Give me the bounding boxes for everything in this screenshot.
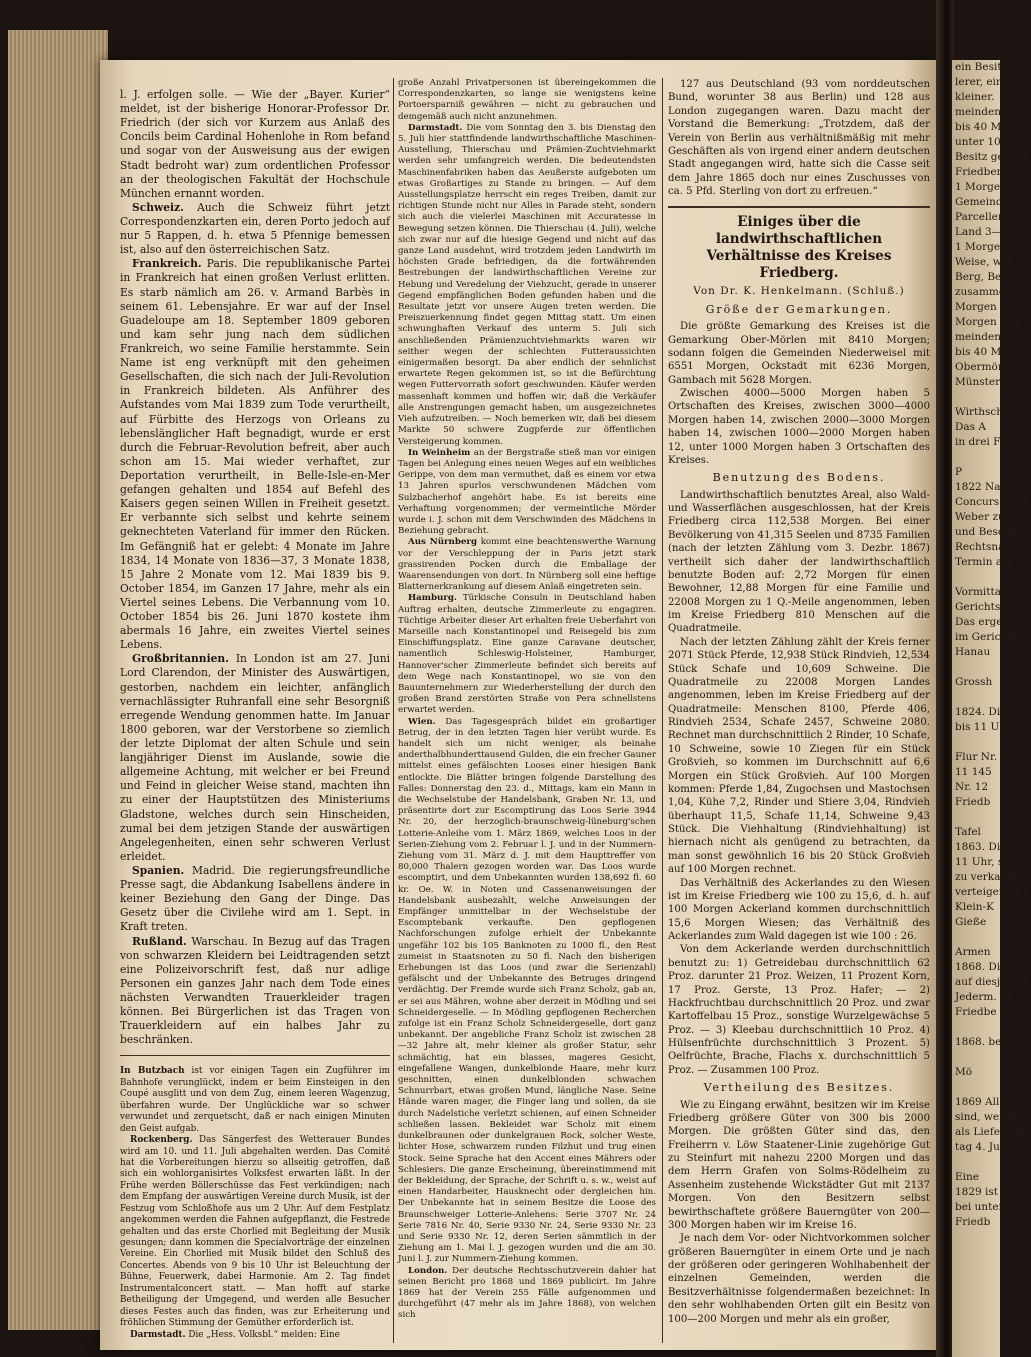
paragraph <box>120 1135 390 1329</box>
right-page-line: als Lieferung <box>955 1126 1026 1138</box>
right-page-line: in drei Flur <box>955 436 1016 448</box>
column-rule-2 <box>662 78 663 1343</box>
paragraph-text: Auch die Schweiz führt jetzt Correspondenzkarten ein, deren Porto jedoch auf nur 5 Rappen, d. h. etwa 5 Pfennige bemessen ist, also auf den österreichischen Satz. <box>120 200 390 257</box>
paragraph-text: Von dem Ackerlande werden durchschnittlich benutzt zu: 1) Getreidebau durchschnittlich 62 Proz. darunter 21 Proz. Weizen, 11 Prozent Korn, 17 Proz. Gerste, 13 Proz. Hafer; — 2) Hackfruchtbau durchschnittlich 20 Proz. und zwar Kartoffelbau 15 Proz., sonstige Wurzelgewächse 5 Proz. — 3) Kleebau durchschnittlich 10 Proz. 4) Hülsenfrüchte durchschnittlich 3 Prozent. 5) Oelfrüchte, Brache, Flachs x. durchschnittlich 5 Proz. — Zusammen 100 Proz. <box>668 944 930 1076</box>
paragraph-text: Das Tagesgespräch bildet ein großartiger Betrug, der in den letzten Tagen hier verübt wurde. Es handelt sich um nicht weniger, als beinahe anderthalbhunderttausend Gulden, die ein frecher Gauner mittelst eines gefälschten Looses einer hiesigen Bank entlockte. Die Blätter bringen folgende Darstellung des Falles: Donnerstag den 23. d., Mittags, kam ein Mann in die Wechselstube der Handelsbank, Graben Nr. 13, und präsentirte dort zur Escomptirung das Loos Serie 3944 Nr. 20, der herzoglich-braunschweig-lüneburg'schen Lotterie-Anleihe vom 1. März 1869, welches Loos in der Serien-Ziehung vom 2. Februar l. J. und in der Nummern-Ziehung vom 31. März d. J. mit dem Haupttreffer von 80,000 Thalern gezogen worden war. Das Loos wurde escomptirt, und dem Unbekannten wurden 138,692 fl. 60 kr. Oe. W. in Noten und Cassenanweisungen der Handelsbank ausbezahlt, welche Anweisungen der Empfänger unmittelbar in der Wechselstube der Escomptebank verkaufte. Den gepflogenen Nachforschungen zufolge erhielt der Unbekannte ungefähr 102 bis 105 Banknoten zu 1000 fl., den Rest zumeist in Staatsnoten zu 50 fl. Nach den bisherigen Erhebungen ist das Loos (und zwar die Serienzahl) gefälscht und der Unbekannte des Betruges dringend verdächtig. Der Fremde wurde sich Franz Scholz, gab an, er sei aus Mähren, wohne aber derzeit in Mödling und sei Schneidergeselle. — In Mödling gepflogenen Recherchen zufolge ist ein Franz Scholz Schneidergeselle, dort ganz unbekannt. Der angebliche Franz Scholz ist zwischen 28—32 Jahre alt, mehr kleiner als großer Statur, sehr schmächtig, hat ein blasses, mageres Gesicht, eingefallene Wangen, dunkelblonde Haare, mehr kurz geschnitten, einen dunkelblonden schwachen Schnurrbart, etwas großen Mund, längliche Nase. Seine Hände waren mager, die Finger lang und sollen, da sie durch Nadelstiche verletzt schienen, auf einen Schneider schließen lassen. Bekleidet war Scholz mit einem dunkelbraunen oder dunkelgrauen Rock, solcher Weste, lichter Hose, schwarzem runden Filzhut und trug einen Stock. Seine Sprache hat den Accent eines Mährers oder Schlesiers. Die ganze Erscheinung, übereinstimmend mit der Bekleidung, der Sprache, der Schrift u. s. w., weist auf einen Handarbeiter, Hausknecht oder dergleichen hin. Der Unbekannte hat in seinem Besitze die Loose des Braunschweiger Lotterie-Anlehens: Serie 3707 Nr. 24 Serie 7816 Nr. 40, Serie 9330 Nr. 24, Serie 9330 Nr. 23 und Serie 9330 Nr. 12, deren Serien sämmtlich in der Ziehung am 1. Mai l. J. gezogen wurden und die am 30. Juni l. J. zur Nummern-Ziehung kommen. <box>398 716 656 1265</box>
right-page-line: 1 Morgen <box>955 241 1007 253</box>
right-page-line <box>952 690 1000 705</box>
right-page-line: zusammen.) <box>955 286 1020 298</box>
right-page-line: verteigert, we <box>955 886 1031 898</box>
paragraph-text: an der Bergstraße stieß man vor einigen Tagen bei Anlegung eines neuen Weges auf ein weibliches Gerippe, von dem man vermuthet, daß es einem vor etwa 13 Jahren spurlos verschwundenen Mädchen vom Sulzbacherhof angehört habe. Es ist bereits eine Verhaftung vorgenommen; der vermeintliche Mörder wurde i. J. schon mit dem Verschwinden des Mädchens in Beziehung gebracht. <box>398 447 656 537</box>
right-page-line: Termin auf <box>955 556 1013 568</box>
paragraph-text: Die „Hess. Volksbl.“ melden: Eine <box>188 1329 340 1340</box>
right-page-line: bei unter <box>955 1201 1004 1213</box>
right-page-line: sind, werden <box>955 1111 1024 1123</box>
right-page-line: Besitz gerech <box>955 151 1028 163</box>
right-page-line: 11 Uhr, sollen <box>955 856 1030 868</box>
paragraph <box>398 78 656 123</box>
article-separator <box>668 206 930 208</box>
right-page-line: Friedb <box>955 1216 991 1228</box>
right-page-line: Concurs über <box>955 496 1028 508</box>
paragraph <box>120 88 390 201</box>
right-page-line <box>952 1080 1000 1095</box>
paragraph-text: Je nach dem Vor- oder Nichtvorkommen solcher größeren Bauerngüter in einem Orte und je nach der größeren oder geringeren Wohlhabenheit der einzelnen Gemeinden, werden die Besitzverhältnisse folgendermaßen bezeichnet: In den sehr wohlhabenden Orten gilt ein Besitz von 100—200 Morgen und mehr als ein großer, <box>668 1233 930 1325</box>
right-page-line: Armen <box>955 946 991 958</box>
column-3-intro <box>668 78 930 198</box>
paragraph <box>668 387 930 467</box>
right-page-line: unter 10 M <box>955 136 1015 148</box>
right-page-fragment <box>952 60 1031 1357</box>
right-page-line: P <box>955 466 963 478</box>
right-page-line: Gerichts = Z <box>955 601 1023 613</box>
right-page-line <box>952 735 1000 750</box>
right-page-line: Tafel <box>955 826 981 838</box>
right-page-line: Grossh <box>955 676 993 688</box>
right-page-line: Mö <box>955 1066 973 1078</box>
right-page-line: zu verkaufen <box>955 871 1025 883</box>
paragraph <box>120 864 390 935</box>
paragraph-text: ist vor einigen Tagen ein Zugführer im Bahnhofe verunglückt, indem er beim Einsteigen in den Coupé ausglitt und von dem Zug, einem leeren Wagenzug, überfahren wurde. Der Unglückliche war so schwer verwundet und zerquetscht, daß er nach einigen Minuten den Geist aufgab. <box>120 1066 390 1134</box>
paragraph-lead: Rockenberg. <box>130 1135 193 1146</box>
paragraph-lead: Hamburg. <box>408 593 457 604</box>
paragraph <box>398 537 656 593</box>
paragraph <box>668 1232 930 1326</box>
right-page-line: bis 40 Morg <box>955 346 1020 358</box>
right-page-line: 1868. bei <box>955 1036 1005 1048</box>
right-page-line: Vormittags 9 <box>955 586 1024 598</box>
paragraph-text: Landwirthschaftlich benutztes Areal, also Wald- und Wasserflächen ausgeschlossen, hat der Kreis Friedberg circa 112,538 Morgen. Bei einer Bevölkerung von 41,315 Seelen und 8735 Familien (nach der letzten Zählung vom 3. Dezbr. 1867) vertheilt sich daher der landwirthschaftlich benutzte Boden auf: 2,72 Morgen für einen Bewohner, 12,88 Morgen für eine Familie und 22008 Morgen zu 1 Q.-Meile angenommen, leben im Kreise Friedberg 810 Menschen auf die Quadratmeile. <box>668 489 930 635</box>
right-page-line: Gieße <box>955 916 987 928</box>
right-page-line <box>952 390 1000 405</box>
paragraph-text: Das Verhältniß des Ackerlandes zu den Wiesen ist im Kreise Friedberg wie 100 zu 15,6, d. h. auf 100 Morgen Ackerland kommen durchschnittlich 15,6 Morgen Wiesen; das Verhältniß des Ackerlandes zum Wald dagegen ist wie 100 : 26. <box>668 877 930 942</box>
column-2 <box>398 78 656 1322</box>
paragraph-lead: Großbritannien. <box>132 652 229 666</box>
right-page-line: 1868. Die <box>955 961 1007 973</box>
right-page-line <box>952 1050 1000 1065</box>
right-page-line: Das ergeben <box>955 616 1023 628</box>
paragraph-lead: Aus Nürnberg <box>408 537 478 548</box>
paragraph-lead: Rußland. <box>132 934 187 948</box>
column-rule-1 <box>393 78 394 1343</box>
paragraph <box>120 1330 390 1341</box>
article-title: Einiges über die landwirthschaftlichen Verhältnisse des Kreises Friedberg. <box>706 214 892 282</box>
paragraph-lead: Schweiz. <box>132 200 184 214</box>
right-page-line <box>952 930 1000 945</box>
column-1 <box>120 88 390 1341</box>
right-page-line: bis 11 Uhr <box>955 721 1012 733</box>
right-page-line: Klein-K <box>955 901 994 913</box>
right-page-line: bis 40 Morg <box>955 121 1020 133</box>
paragraph <box>668 877 930 944</box>
column-1-main <box>120 88 390 1047</box>
right-page-line: 1869 Alle <box>955 1096 1006 1108</box>
section-3-body <box>668 1099 930 1326</box>
right-page-line: Land 3—3 <box>955 226 1009 238</box>
paragraph <box>398 123 656 448</box>
right-page-line: Parcellen; <box>955 211 1009 223</box>
paragraph-text: Die größte Gemarkung des Kreises ist die Gemarkung Ober-Mörlen mit 8410 Morgen; sodann folgen die Gemeinden Niederweisel mit 6551 Morgen, Ockstadt mit 6236 Morgen, Gambach mit 5628 Morgen. <box>668 321 930 386</box>
right-page-line: im Gerichtsl <box>955 631 1021 643</box>
article-author: Von Dr. K. Henkelmann. (Schluß.) <box>693 285 905 298</box>
right-page-line: Morgen <box>955 301 997 313</box>
paragraph <box>668 78 930 198</box>
right-page-line <box>952 450 1000 465</box>
paragraph-lead: Wien. <box>408 716 436 727</box>
paragraph-lead: Darmstadt. <box>130 1329 186 1340</box>
right-page-line: ein Besitz <box>955 61 1008 73</box>
paragraph-text: kommt eine beachtenswerthe Warnung vor der Verschleppung der in Paris jetzt stark grassirenden Pocken durch die Emballage der Waarensendungen von dort. In Nürnberg soll eine heftige Blatternerkrankung auf diesem Anlaß eingetreten sein. <box>398 537 656 593</box>
right-page-line: 11 145 <box>955 766 992 778</box>
paragraph-text: Wie zu Eingang erwähnt, besitzen wir im Kreise Friedberg größere Güter von 300 bis 2000 Morgen. Die größten Güter sind das, den Freiherrn v. Löw Staatener-Linie zugehörige Gut zu Steinfurt mit nahezu 2200 Morgen und das dem Herrn Grafen von Solms-Rödelheim zu Assenheim zustehende Wickstädter Gut mit 2137 Morgen. Von den Besitzern selbst bewirthschaftete größere Bauerngüter von 200—300 Morgen haben wir im Kreise 16. <box>668 1099 930 1231</box>
right-page-line <box>952 660 1000 675</box>
right-page-line: tag 4. Ju <box>955 1141 1000 1153</box>
right-page-line: Friedberg <box>955 166 1009 178</box>
book-page-edges <box>8 30 108 1330</box>
right-page-line <box>952 1020 1000 1035</box>
section-title-2: Benutzung des Bodens. <box>712 471 886 485</box>
paragraph <box>668 636 930 877</box>
right-page-line: Friedbe <box>955 1006 997 1018</box>
right-page-line: Morgen Ack <box>955 316 1020 328</box>
right-page-line: Obermörlen <box>955 361 1020 373</box>
right-page-line: 1829 ist <box>955 1186 999 1198</box>
right-page-line: Das A <box>955 421 986 433</box>
paragraph-lead: Spanien. <box>132 864 185 878</box>
right-page-line: und Beschädi <box>955 526 1027 538</box>
paragraph <box>668 489 930 636</box>
paragraph-lead: Darmstadt. <box>408 122 463 133</box>
paragraph-text: Das Sängerfest des Wetterauer Bundes wird am 10. und 11. Juli abgehalten werden. Das Comité hat die Vorbereitungen hierzu so allseitig getroffen, daß sich ein wohlorganisirtes Volksfest erwarten läßt. In der Frühe werden Böllerschüsse das Fest verkündigen; nach dem Empfang der auswärtigen Vereine durch Musik, ist der Festzug vom Schloßhofe aus um 2 Uhr. Auf dem Festplatz angekommen werden die Fahnen aufgepflanzt, die Festrede gehalten und das erste Chorlied mit Begleitung der Musik gesungen; dann kommen die Specialvorträge der einzelnen Vereine. Ein Chorlied mit Musik bildet den Schluß des Concertes. Abends von 9 bis 10 Uhr ist Beleuchtung der Bühne, Feuerwerk, dabei Harmonie. Am 2. Tag findet Instrumentalconcert statt. — Man hofft auf starke Betheiligung der Umgegend, und werden alle Besucher dieses Festes auch das finden, was zur Erheiterung und fröhlichen Stimmung der Gemüther erforderlich ist. <box>120 1135 390 1329</box>
paragraph-text: große Anzahl Privatpersonen ist übereingekommen die Correspondenzkarten, so lange sie wenigstens keine Portoersparniß gewähren — nicht zu gebrauchen und demgemäß auch nicht anzunehmen. <box>398 78 656 122</box>
right-page-line <box>952 810 1000 825</box>
right-page-line: Friedb <box>955 796 991 808</box>
paragraph <box>668 1099 930 1233</box>
right-page-line: Nr. 12 <box>955 781 989 793</box>
right-page-line: Gemeinden <box>955 196 1016 208</box>
column-3 <box>668 78 930 1326</box>
right-page-line: Weber zu <box>955 511 1005 523</box>
paragraph <box>120 201 390 257</box>
column-1-local-news <box>120 1066 390 1341</box>
paragraph-text: Der deutsche Rechtsschutzverein dahier hat seinen Bericht pro 1868 und 1869 publicirt. Im Jahre 1869 hat der Verein 255 Fälle aufgenommen und durchgeführt (47 mehr als im Jahre 1868), von welchen sich <box>398 1265 656 1321</box>
paragraph <box>120 257 390 652</box>
paragraph <box>668 320 930 387</box>
right-page-line: Rechtsnachfol <box>955 541 1031 553</box>
paragraph <box>120 1066 390 1135</box>
column-2-main <box>398 78 656 1322</box>
paragraph-text: In London ist am 27. Juni Lord Clarendon, der Minister des Auswärtigen, gestorben, nachdem ein leichter, anfänglich vernachlässigter Ruhranfall eine sehr Besorgniß erregende Wendung genommen hatte. Im Januar 1800 geboren, war der Verstorbene so ziemlich der letzte Diplomat der alten Schule und sein langjähriger Dienst im Auslande, sowie die allgemeine Achtung, mit welcher er bei Freund und Feind in gleicher Weise stand, machten ihn zu einer der Hauptstützen des Ministeriums Gladstone, welches durch sein Hinscheiden, zumal bei dem jetzigen Stande der auswärtigen Angelegenheiten, einen sehr schweren Verlust erleidet. <box>120 652 390 863</box>
paragraph-lead: Frankreich. <box>132 257 202 271</box>
paragraph-text: Paris. Die republikanische Partei in Frankreich hat einen großen Verlust erlitten. Es starb nämlich am 26. v. Armand Barbès in seinem 61. Lebensjahre. Er war auf der Insel Guadeloupe am 18. September 1809 geboren und kam sehr jung nach dem südlichen Frankreich, wo seine Familie herstammte. Sein Name ist eng verknüpft mit den geheimen Gesellschaften, die sich nach der Juli-Revolution in Frankreich bildeten. Als Anführer des Aufstandes vom Mai 1839 zum Tode verurtheilt, auf Fürbitte des Herzogs von Orleans zu lebenslänglicher Haft begnadigt, wurde er erst durch die Februar-Revolution befreit, aber auch schon am 15. Mai wieder verhaftet, zur Deportation verurtheilt, in Belle-Isle-en-Mer gefangen gehalten und 1854 auf Befehl des Kaisers gegen seinen Willen in Freiheit gesetzt. Er verbannte sich selbst und kehrte seinem geknechteten Vaterland für immer den Rücken. Im Gefängniß hat er gelebt: 4 Monate im Jahre 1834, 14 Monate von 1836—37, 3 Monate 1838, 15 Jahre 2 Monate vom 12. Mai 1839 bis 9. October 1854, im Ganzen 17 Jahre, mehr als ein Viertel seines Lebens. Die Verbannung vom 10. October 1854 bis 26. Juni 1870 kostete ihm abermals 16 Jahre, ein zweites Viertel seines Lebens. <box>120 257 390 652</box>
right-page-line: 1824. Dienst <box>955 706 1023 718</box>
paragraph-text: Zwischen 4000—5000 Morgen haben 5 Ortschaften des Kreises, zwischen 3000—4000 Morgen haben 14, zwischen 2000—3000 Morgen haben 14, zwischen 1000—2000 Morgen haben 12, unter 1000 Morgen haben 3 Ortschaften des Kreises. <box>668 388 930 466</box>
paragraph <box>120 652 390 864</box>
right-page-line: Flur Nr. 27 <box>955 751 1014 763</box>
paragraph-text: Türkische Consuln in Deutschland haben Auftrag erhalten, deutsche Zimmerleute zu engagiren. Tüchtige Arbeiter dieser Art erhalten freie Ueberfahrt von Marseille nach Konstantinopel und Reisegeld bis zum Einschiffungsplatz. Eine ganze Caravane deutscher, namentlich Schleswig-Holsteiner, Hamburger, Hannover'scher Zimmerleute befindet sich bereits auf dem Wege nach Konstantinopel, wo sie von den Bauunternehmern zur Wiederherstellung der durch den großen Brand zerstörten Straße von Pera schnellstens erwartet werden. <box>398 593 656 716</box>
paragraph-lead: In Butzbach <box>120 1066 185 1077</box>
section-title-3: Vertheilung des Besitzes. <box>703 1081 895 1095</box>
right-page-line: lerer, ein <box>955 76 1003 88</box>
right-page-line: meinden re <box>955 106 1016 118</box>
right-page-line: 1 Morgen <box>955 181 1007 193</box>
paragraph <box>398 593 656 716</box>
paragraph-text: Die vom Sonntag den 3. bis Dienstag den 5. Juli hier stattfindende landwirthschaftliche Maschinen-Ausstellung, Thierschau und Prämien-Zuchtviehmarkt werden sehr umfangreich werden. Die bedeutendsten Maschinenfabriken haben das Aeußerste aufgeboten um etwas Großartiges zu Stande zu bringen. — Auf dem Ausstellungsplatze herrscht ein reges Treiben, damit zur richtigen Stunde nicht nur Alles in Parade steht, sondern sich auch die vielerlei Maschinen mit Accuratesse in Bewegung setzen können. Die Thierschau (4. Juli), welche sich zwar nur auf die hiesige Gegend und nicht auf das ganze Land ausdehnt, wird trotzdem jeden Landwirth im höchsten Grade befriedigen, da die fortwährenden Bestrebungen der landwirthschaftlichen Vereine zur Hebung und Veredelung der Viehzucht, gerade in unserer Gegend empfänglichen Boden gefunden haben und die Resultate jetzt vor unsere Augen treten werden. Die Preiszuerkennung findet gegen Mittag statt. Um einen schwunghaften Verkauf des unterm 5. Juli sich anschließenden Prämienzuchtviehmarkts waren wir seither wegen der schlechten Futteraussichten einigermaßen besorgt. Da aber endlich der sehnlichst erwartete Regen gekommen ist, so ist die Befürchtung wegen Futtervorrath sofort geschwunden. Käufer werden massenhaft kommen und hoffen wir, daß die Verkäufer alle Anstrengungen gemacht haben, um ausgezeichnetes Vieh aufzutreiben. — Noch bemerken wir, daß bei diesem Markte 50 schwere Zugpferde zur öffentlichen Versteigerung kommen. <box>398 122 656 447</box>
right-page-line: Wirthscha <box>955 406 1010 418</box>
paragraph-text: Madrid. Die regierungsfreundliche Presse sagt, die Abdankung Isabellens ändere in keiner Beziehung den Gang der Dinge. Das Gesetz über die Civilehe wird am 1. Sept. in Kraft treten. <box>120 864 390 934</box>
right-page-line: 1863. Diensta <box>955 841 1030 853</box>
right-page-line: Weise, wie <box>955 256 1012 268</box>
separator-rule <box>120 1055 390 1056</box>
right-page-line: Münster und <box>955 376 1024 388</box>
paragraph <box>668 943 930 1077</box>
paragraph <box>120 935 390 1048</box>
section-2-body <box>668 489 930 1078</box>
right-page-line: 1822 Nach <box>955 481 1014 493</box>
paragraph <box>398 1266 656 1322</box>
right-page-line <box>952 1155 1000 1170</box>
paragraph-text: Warschau. In Bezug auf das Tragen von schwarzen Kleidern bei Leidtragenden setzt eine Polizeivorschrift fest, daß nur adlige Personen ein ganzes Jahr nach dem Tode eines nächsten Verwandten Trauerkleider tragen können. Bei Bürgerlichen ist das Tragen von Trauerkleidern auf ein halbes Jahr zu beschränken. <box>120 934 390 1047</box>
paragraph-lead: London. <box>408 1265 448 1276</box>
right-page-line <box>952 570 1000 585</box>
paragraph-text: l. J. erfolgen solle. — Wie der „Bayer. Kurier“ meldet, ist der bisherige Honorar-Professor Dr. Friedrich (der sich vor Kurzem aus Anlaß des Concils beim Cardinal Hohenlohe in Rom befand und sogar von der Ausweisung aus der ewigen Stadt bedroht war) zum ordentlichen Professor an der theologischen Fakultät der Hochschule München ernannt worden. <box>120 88 390 200</box>
paragraph <box>398 717 656 1266</box>
paragraph <box>398 448 656 538</box>
right-page-line: Eine <box>955 1171 979 1183</box>
right-page-line: kleiner. <box>955 91 995 103</box>
right-page-line: auf diesjährig <box>955 976 1029 988</box>
right-page-line: meinden, we <box>955 331 1023 343</box>
section-1-body <box>668 320 930 467</box>
right-page-line: Berg, Bern <box>955 271 1014 283</box>
right-page-line: Hanau <box>955 646 991 658</box>
paragraph-text: Nach der letzten Zählung zählt der Kreis ferner 2071 Stück Pferde, 12,938 Stück Rindvieh, 12,534 Stück Schafe und 10,609 Schweine. Die Quadratmeile zu 22008 Morgen Landes angenommen, leben im Kreise Friedberg auf der Quadratmeile: Menschen 8100, Pferde 406, Rindvieh 2534, Schafe 2457, Schweine 2080. Rechnet man durchschnittlich 2 Rinder, 10 Schafe, 10 Schweine, sowie 10 Ziegen für ein Stück Großvieh, so kommen im Durchschnitt auf 6,6 Morgen ein Stück Großvieh. Auf 100 Morgen kommen: Pferde 1,84, Zugochsen und Mastochsen 1,04, Kühe 7,2, Rinder und Stiere 3,04, Rindvieh überhaupt 11,5, Schafe 11,14, Schweine 9,43 Stück. Die Viehhaltung (Rindviehhaltung) ist hiernach nicht als genügend zu betrachten, da man sonst gewöhnlich 16 bis 20 Stück Großvieh auf 100 Morgen rechnet. <box>668 636 930 876</box>
paragraph-text: 127 aus Deutschland (93 vom norddeutschen Bund, worunter 38 aus Berlin) und 128 aus London zugegangen waren. Dazu macht der Vorstand die Bemerkung: „Trotzdem, daß der Verein von Berlin aus verhältnißmäßig mit mehr Geschäften als von irgend einer andern deutschen Stadt angegangen wird, hatte sich die Casse seit dem Jahre 1865 doch nur eines Zuschusses von ca. 5 Pfd. Sterling von dort zu erfreuen.“ <box>668 79 930 197</box>
paragraph-lead: In Weinheim <box>408 447 471 458</box>
section-title-1: Größe der Gemarkungen. <box>705 302 893 316</box>
right-page-line: Jederm. zu <box>955 991 1013 1003</box>
